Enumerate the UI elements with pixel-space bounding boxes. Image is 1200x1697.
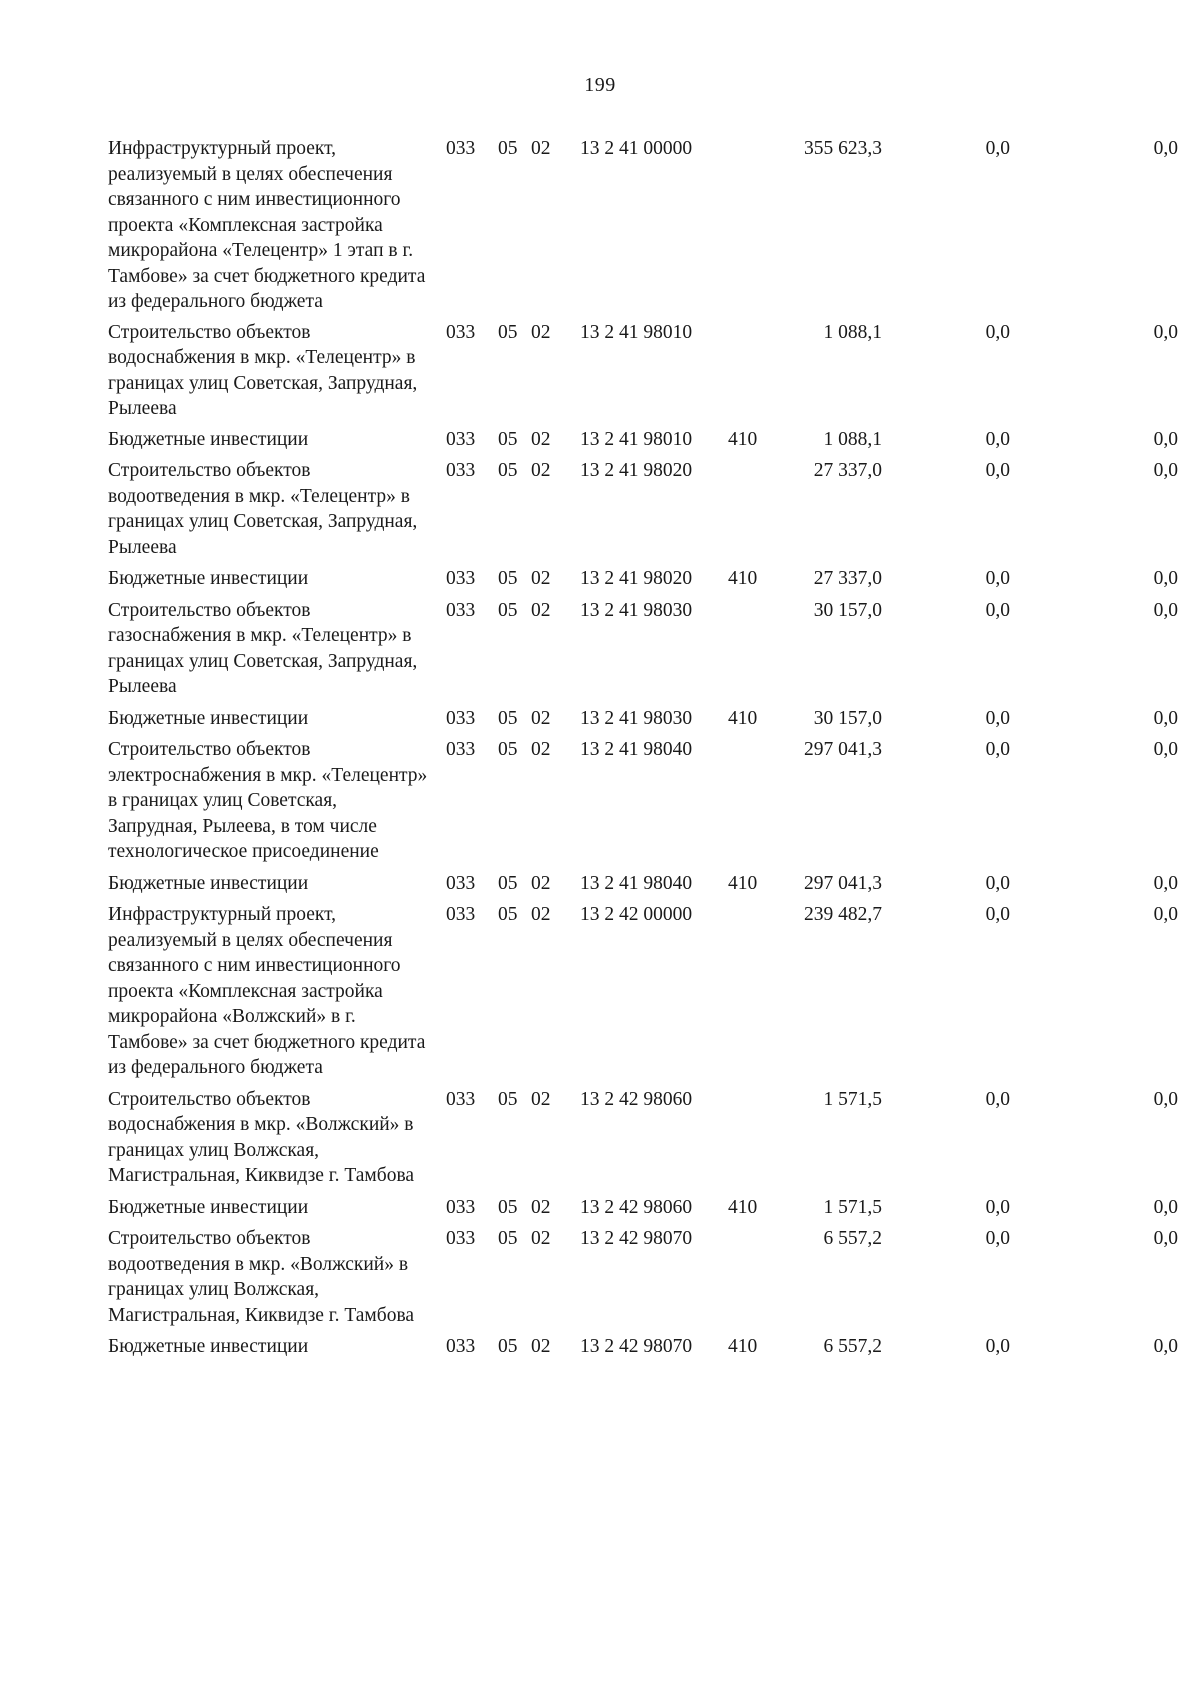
target-article-cell: 13 2 42 98060 [580, 1196, 693, 1218]
row-name-cell: Строительство объектов водоотведения в мкр. «Волжский» в границах улиц Волжская, Магистральная, Киквидзе г. Тамбова [108, 1228, 415, 1326]
amount-year1-cell: 27 337,0 [813, 460, 882, 481]
amount-year2-cell: 0,0 [985, 1196, 1010, 1218]
amount-year2-cell: 0,0 [985, 138, 1010, 159]
table-row [108, 1226, 1178, 1328]
admin-code-cell: 033 [446, 1228, 476, 1249]
amount-year2-cell: 0,0 [985, 1088, 1010, 1110]
table-row [108, 1334, 1178, 1360]
amount-year1-cell: 30 157,0 [813, 599, 882, 621]
table-row [108, 706, 1178, 732]
section-code-cell: 05 [498, 460, 518, 481]
table-row [108, 427, 1178, 453]
subsection-code-cell: 02 [531, 1336, 551, 1357]
amount-year3-cell: 0,0 [1153, 138, 1178, 159]
target-article-cell: 13 2 41 98040 [580, 739, 693, 760]
amount-year1-cell: 6 557,2 [823, 1228, 882, 1249]
admin-code-cell: 033 [446, 568, 476, 589]
section-code-cell: 05 [498, 1196, 518, 1218]
expense-type-cell: 410 [728, 428, 758, 450]
amount-year2-cell: 0,0 [985, 568, 1010, 589]
target-article-cell: 13 2 41 98010 [580, 321, 693, 343]
table-row [108, 566, 1178, 592]
amount-year3-cell: 0,0 [1153, 1228, 1178, 1249]
admin-code-cell: 033 [446, 1088, 476, 1110]
amount-year3-cell: 0,0 [1153, 460, 1178, 481]
admin-code-cell: 033 [446, 707, 476, 729]
section-code-cell: 05 [498, 707, 518, 729]
target-article-cell: 13 2 41 98030 [580, 707, 693, 729]
amount-year3-cell: 0,0 [1153, 1196, 1178, 1218]
section-code-cell: 05 [498, 872, 518, 894]
admin-code-cell: 033 [446, 739, 476, 760]
target-article-cell: 13 2 42 98060 [580, 1088, 693, 1110]
amount-year1-cell: 355 623,3 [804, 138, 882, 159]
amount-year3-cell: 0,0 [1153, 872, 1178, 894]
admin-code-cell: 033 [446, 599, 476, 621]
target-article-cell: 13 2 41 98010 [580, 428, 693, 450]
table-row [108, 1195, 1178, 1221]
row-name-cell: Строительство объектов водоснабжения в мкр. «Телецентр» в границах улиц Советская, Запрудная, Рылеева [108, 321, 418, 419]
row-name-cell: Бюджетные инвестиции [108, 1196, 309, 1218]
subsection-code-cell: 02 [531, 1228, 551, 1249]
amount-year2-cell: 0,0 [985, 1228, 1010, 1249]
row-name-cell: Строительство объектов электроснабжения в мкр. «Телецентр» в границах улиц Советская, Запрудная, Рылеева, в том числе технологическое присоединение [108, 739, 428, 862]
subsection-code-cell: 02 [531, 872, 551, 894]
amount-year2-cell: 0,0 [985, 739, 1010, 760]
admin-code-cell: 033 [446, 460, 476, 481]
subsection-code-cell: 02 [531, 599, 551, 621]
section-code-cell: 05 [498, 599, 518, 621]
table-row [108, 902, 1178, 1081]
page-number: 199 [584, 74, 616, 96]
amount-year1-cell: 297 041,3 [804, 872, 882, 894]
row-name-cell: Строительство объектов водоотведения в мкр. «Телецентр» в границах улиц Советская, Запрудная, Рылеева [108, 460, 418, 558]
target-article-cell: 13 2 42 98070 [580, 1228, 693, 1249]
subsection-code-cell: 02 [531, 428, 551, 450]
table-row [108, 737, 1178, 865]
subsection-code-cell: 02 [531, 904, 551, 925]
admin-code-cell: 033 [446, 1196, 476, 1218]
subsection-code-cell: 02 [531, 138, 551, 159]
section-code-cell: 05 [498, 321, 518, 343]
row-name-cell: Инфраструктурный проект, реализуемый в целях обеспечения связанного с ним инвестиционного проекта «Комплексная застройка микрорайона «Волжский» в г. Тамбове» за счет бюджетного кредита из федерального бюджета [108, 904, 426, 1078]
row-name-cell: Строительство объектов газоснабжения в мкр. «Телецентр» в границах улиц Советская, Запрудная, Рылеева [108, 599, 418, 697]
admin-code-cell: 033 [446, 904, 476, 925]
expense-type-cell: 410 [728, 707, 758, 729]
admin-code-cell: 033 [446, 138, 476, 159]
amount-year2-cell: 0,0 [985, 599, 1010, 621]
section-code-cell: 05 [498, 568, 518, 589]
amount-year3-cell: 0,0 [1153, 568, 1178, 589]
admin-code-cell: 033 [446, 428, 476, 450]
table-row [108, 598, 1178, 700]
amount-year2-cell: 0,0 [985, 904, 1010, 925]
row-name-cell: Бюджетные инвестиции [108, 707, 309, 729]
amount-year3-cell: 0,0 [1153, 1336, 1178, 1357]
amount-year2-cell: 0,0 [985, 872, 1010, 894]
amount-year2-cell: 0,0 [985, 428, 1010, 450]
subsection-code-cell: 02 [531, 460, 551, 481]
amount-year3-cell: 0,0 [1153, 1088, 1178, 1110]
amount-year3-cell: 0,0 [1153, 321, 1178, 343]
expense-type-cell: 410 [728, 1336, 758, 1357]
target-article-cell: 13 2 41 98020 [580, 568, 693, 589]
admin-code-cell: 033 [446, 321, 476, 343]
table-row [108, 320, 1178, 422]
row-name-cell: Строительство объектов водоснабжения в мкр. «Волжский» в границах улиц Волжская, Магистральная, Киквидзе г. Тамбова [108, 1088, 415, 1186]
amount-year2-cell: 0,0 [985, 460, 1010, 481]
target-article-cell: 13 2 42 00000 [580, 904, 693, 925]
expense-type-cell: 410 [728, 1196, 758, 1218]
table-row [108, 1087, 1178, 1189]
table-row [108, 871, 1178, 897]
section-code-cell: 05 [498, 1088, 518, 1110]
amount-year3-cell: 0,0 [1153, 739, 1178, 760]
amount-year1-cell: 297 041,3 [804, 739, 882, 760]
target-article-cell: 13 2 41 98040 [580, 872, 693, 894]
section-code-cell: 05 [498, 904, 518, 925]
table-row [108, 458, 1178, 560]
row-name-cell: Бюджетные инвестиции [108, 428, 309, 450]
subsection-code-cell: 02 [531, 707, 551, 729]
admin-code-cell: 033 [446, 1336, 476, 1357]
amount-year1-cell: 1 571,5 [823, 1196, 882, 1218]
amount-year1-cell: 239 482,7 [804, 904, 882, 925]
amount-year1-cell: 1 088,1 [823, 321, 882, 343]
budget-table [108, 136, 1178, 1366]
target-article-cell: 13 2 41 98020 [580, 460, 693, 481]
section-code-cell: 05 [498, 739, 518, 760]
amount-year1-cell: 6 557,2 [823, 1336, 882, 1357]
subsection-code-cell: 02 [531, 321, 551, 343]
row-name-cell: Инфраструктурный проект, реализуемый в целях обеспечения связанного с ним инвестиционного проекта «Комплексная застройка микрорайона «Телецентр» 1 этап в г. Тамбове» за счет бюджетного кредита из федерального бюджета [108, 138, 426, 312]
section-code-cell: 05 [498, 138, 518, 159]
amount-year2-cell: 0,0 [985, 1336, 1010, 1357]
amount-year2-cell: 0,0 [985, 707, 1010, 729]
subsection-code-cell: 02 [531, 739, 551, 760]
amount-year1-cell: 1 088,1 [823, 428, 882, 450]
target-article-cell: 13 2 42 98070 [580, 1336, 693, 1357]
amount-year1-cell: 27 337,0 [813, 568, 882, 589]
amount-year2-cell: 0,0 [985, 321, 1010, 343]
amount-year3-cell: 0,0 [1153, 599, 1178, 621]
admin-code-cell: 033 [446, 872, 476, 894]
subsection-code-cell: 02 [531, 1196, 551, 1218]
subsection-code-cell: 02 [531, 1088, 551, 1110]
section-code-cell: 05 [498, 428, 518, 450]
expense-type-cell: 410 [728, 568, 758, 589]
amount-year3-cell: 0,0 [1153, 707, 1178, 729]
row-name-cell: Бюджетные инвестиции [108, 1336, 309, 1357]
section-code-cell: 05 [498, 1336, 518, 1357]
target-article-cell: 13 2 41 00000 [580, 138, 693, 159]
row-name-cell: Бюджетные инвестиции [108, 568, 309, 589]
row-name-cell: Бюджетные инвестиции [108, 872, 309, 894]
subsection-code-cell: 02 [531, 568, 551, 589]
expense-type-cell: 410 [728, 872, 758, 894]
table-row [108, 136, 1178, 315]
amount-year1-cell: 30 157,0 [813, 707, 882, 729]
section-code-cell: 05 [498, 1228, 518, 1249]
amount-year3-cell: 0,0 [1153, 904, 1178, 925]
amount-year3-cell: 0,0 [1153, 428, 1178, 450]
amount-year1-cell: 1 571,5 [823, 1088, 882, 1110]
target-article-cell: 13 2 41 98030 [580, 599, 693, 621]
